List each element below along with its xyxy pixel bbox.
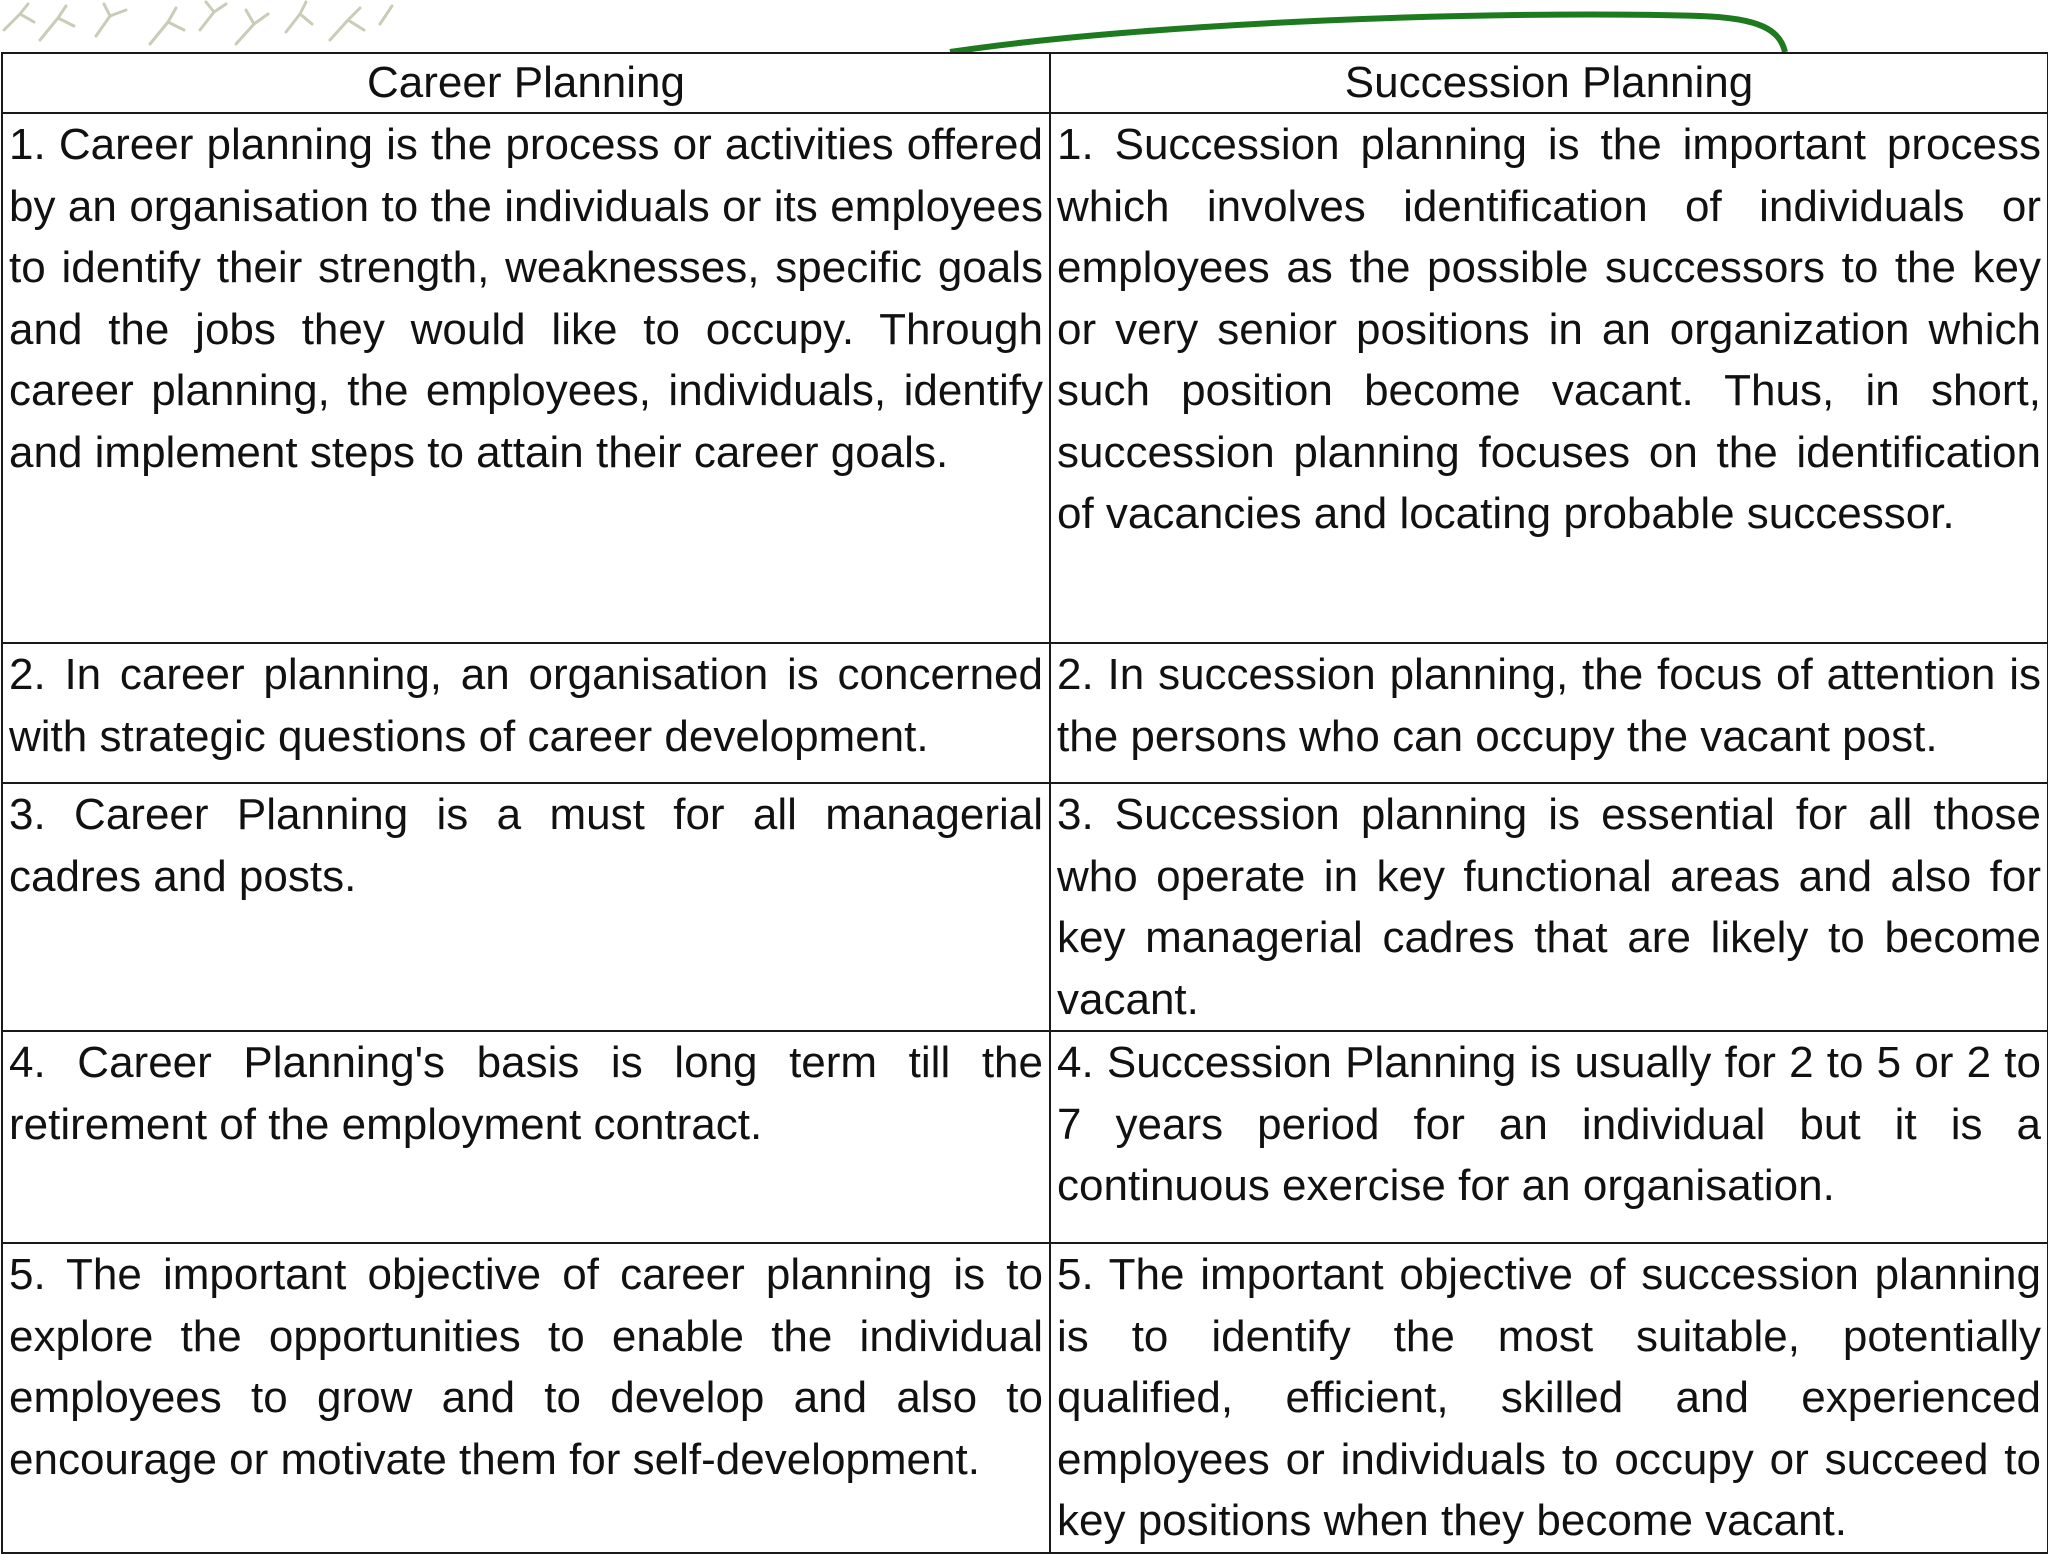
career-cell bbox=[2, 643, 1050, 783]
succession-cell bbox=[1050, 113, 2048, 643]
green-arc-line bbox=[950, 15, 1785, 53]
succession-cell bbox=[1050, 783, 2048, 1031]
succession-text: 3. Succession planning is essential for all those who operate in key functional areas and also for key managerial cadres that are likely to become vacant. bbox=[1057, 790, 2041, 1024]
succession-cell bbox=[1050, 643, 2048, 783]
succession-text: 4. Succession Planning is usually for 2 to 5 or 2 to 7 years period for an individual but it is a continuous exercise for an organisation. bbox=[1057, 1038, 2041, 1210]
header-career-planning: Career Planning bbox=[2, 53, 1050, 113]
table-header-row bbox=[2, 53, 2048, 113]
slide-decoration bbox=[0, 0, 2048, 60]
succession-text: 5. The important objective of succession planning is to identify the most suitable, potentially qualified, efficient, skilled and experienced employees or individuals to occupy or succeed to key positions when they become vacant. bbox=[1057, 1250, 2041, 1545]
table-row bbox=[2, 643, 2048, 783]
career-cell bbox=[2, 113, 1050, 643]
career-cell bbox=[2, 1243, 1050, 1553]
succession-text: 1. Succession planning is the important process which involves identification of individuals or employees as the possible successors to the key or very senior positions in an organization which such position become vacant. Thus, in short, succession planning focuses on the identification of vacancies and locating probable successor. bbox=[1057, 120, 2041, 538]
succession-text: 2. In succession planning, the focus of attention is the persons who can occupy the vacant post. bbox=[1057, 650, 2041, 761]
table-row bbox=[2, 1031, 2048, 1243]
career-text: 4. Career Planning's basis is long term till the retirement of the employment contract. bbox=[9, 1038, 1043, 1149]
career-cell bbox=[2, 783, 1050, 1031]
succession-cell bbox=[1050, 1031, 2048, 1243]
career-text: 3. Career Planning is a must for all managerial cadres and posts. bbox=[9, 790, 1043, 901]
table-row bbox=[2, 783, 2048, 1031]
career-text: 2. In career planning, an organisation is concerned with strategic questions of career development. bbox=[9, 650, 1043, 761]
succession-cell bbox=[1050, 1243, 2048, 1553]
table-row bbox=[2, 113, 2048, 643]
comparison-table bbox=[1, 52, 2048, 1554]
career-text: 1. Career planning is the process or activities offered by an organisation to the individuals or its employees to identify their strength, weaknesses, specific goals and the jobs they would like to occupy. Through career planning, the employees, individuals, identify and implement steps to attain their career goals. bbox=[9, 120, 1043, 477]
table-row bbox=[2, 1243, 2048, 1553]
header-succession-planning: Succession Planning bbox=[1050, 53, 2048, 113]
career-cell bbox=[2, 1031, 1050, 1243]
branch-pattern-icon bbox=[4, 2, 392, 44]
career-text: 5. The important objective of career planning is to explore the opportunities to enable the individual employees to grow and to develop and also to encourage or motivate them for self-development. bbox=[9, 1250, 1043, 1484]
